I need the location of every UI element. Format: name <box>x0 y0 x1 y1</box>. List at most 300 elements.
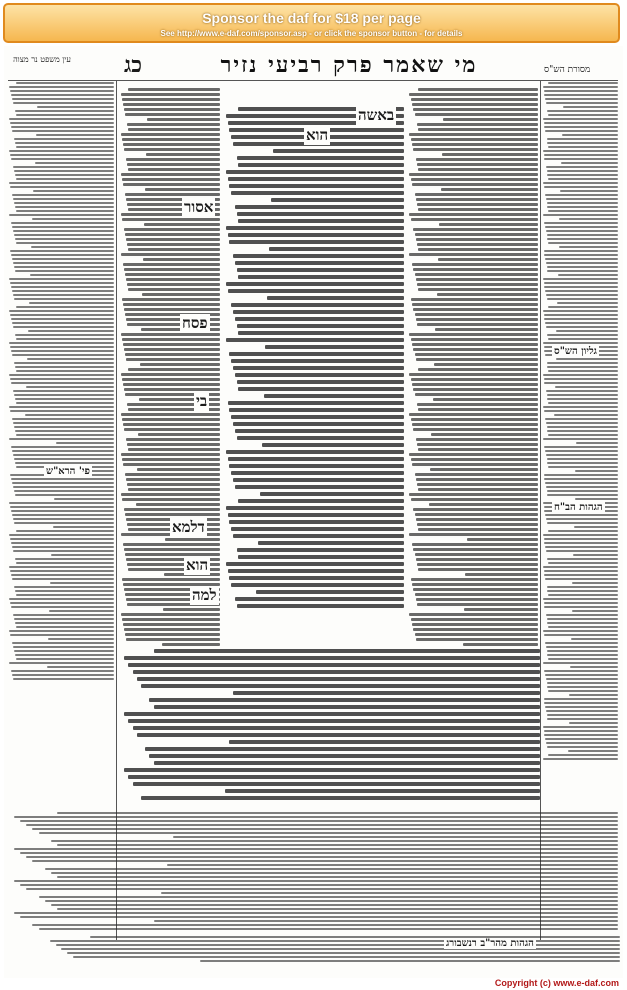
text-line <box>544 698 618 700</box>
text-line <box>547 206 618 208</box>
text-line <box>16 178 114 180</box>
text-line <box>32 860 618 862</box>
text-line <box>128 368 220 371</box>
text-line <box>10 346 114 348</box>
text-line <box>545 130 618 132</box>
text-line <box>256 590 404 594</box>
text-line <box>57 876 618 878</box>
text-line <box>416 198 538 201</box>
text-line <box>545 194 618 196</box>
text-line <box>545 482 618 484</box>
text-line <box>547 558 618 560</box>
text-line <box>409 93 538 96</box>
text-line <box>412 583 538 586</box>
glosses-label: הגהות מהר"ב רנשבורג <box>446 938 534 949</box>
text-line <box>412 343 538 346</box>
text-line <box>412 623 538 626</box>
text-line <box>10 538 114 540</box>
text-line <box>415 353 539 356</box>
text-line <box>413 108 538 111</box>
text-line <box>546 166 618 168</box>
text-line <box>14 298 114 300</box>
text-line <box>26 888 618 890</box>
text-line <box>125 273 220 276</box>
text-line <box>411 418 538 421</box>
text-line <box>235 261 404 265</box>
text-line <box>123 303 220 306</box>
text-line <box>16 658 114 660</box>
text-line <box>547 714 618 716</box>
text-line <box>418 408 538 411</box>
text-line <box>546 486 618 488</box>
text-line <box>124 228 220 231</box>
text-line <box>154 705 540 709</box>
text-line <box>9 342 114 344</box>
text-line <box>47 666 114 668</box>
text-line <box>128 448 220 451</box>
text-line <box>14 618 114 620</box>
text-line <box>411 298 538 301</box>
text-line <box>32 828 618 830</box>
text-line <box>547 266 618 268</box>
text-line <box>10 410 114 412</box>
text-line <box>10 506 114 508</box>
text-line <box>9 86 114 88</box>
text-line <box>418 488 538 491</box>
text-line <box>543 662 618 664</box>
text-line <box>14 586 114 588</box>
text-line <box>15 334 114 336</box>
text-line <box>543 118 618 120</box>
text-line <box>140 363 220 366</box>
text-line <box>544 378 618 380</box>
text-line <box>544 730 618 732</box>
text-line <box>51 554 114 556</box>
text-line <box>57 908 618 910</box>
text-line <box>548 466 618 468</box>
text-line <box>238 555 404 559</box>
text-line <box>128 128 220 131</box>
text-line <box>9 406 114 408</box>
text-line <box>124 108 220 111</box>
text-line <box>562 134 618 136</box>
text-line <box>121 253 220 256</box>
text-line <box>13 454 114 456</box>
text-line <box>9 598 114 600</box>
footnotes-block <box>8 810 618 930</box>
text-line <box>12 514 114 516</box>
text-line <box>10 570 114 572</box>
text-line <box>9 182 114 184</box>
text-line <box>26 856 618 858</box>
text-line <box>121 173 220 176</box>
text-line <box>154 761 540 765</box>
copyright-notice[interactable]: Copyright (c) www.e-daf.com <box>494 978 619 988</box>
text-line <box>416 638 538 641</box>
text-line <box>435 328 538 331</box>
text-line <box>14 170 114 172</box>
text-line <box>238 499 404 503</box>
text-line <box>124 428 220 431</box>
text-line <box>51 840 618 842</box>
text-line <box>545 706 618 708</box>
text-line <box>9 118 114 120</box>
text-line <box>418 88 538 91</box>
text-line <box>127 123 220 126</box>
text-line <box>13 678 114 680</box>
text-line <box>16 242 114 244</box>
text-line <box>574 526 618 528</box>
text-line <box>418 208 538 211</box>
text-line <box>545 546 618 548</box>
text-line <box>547 270 618 272</box>
text-line <box>413 308 538 311</box>
text-line <box>411 458 538 461</box>
text-line <box>122 138 220 141</box>
text-line <box>544 734 618 736</box>
text-line <box>127 163 220 166</box>
text-line <box>546 326 618 328</box>
text-line <box>547 174 618 176</box>
text-line <box>16 434 114 436</box>
text-line <box>45 868 618 870</box>
text-line <box>411 618 538 621</box>
text-line <box>125 633 220 636</box>
text-line <box>123 383 220 386</box>
text-line <box>136 503 220 506</box>
text-line <box>167 864 618 866</box>
text-line <box>546 294 618 296</box>
lower-commentary-block <box>120 646 540 806</box>
text-line <box>409 333 538 336</box>
text-line <box>545 642 618 644</box>
text-line <box>548 434 618 436</box>
text-line <box>12 258 114 260</box>
text-line <box>128 719 540 723</box>
text-line <box>233 534 404 538</box>
mesoret-hashas-header: מסורת הש"ס <box>544 65 591 75</box>
text-line <box>547 298 618 300</box>
text-line <box>413 588 538 591</box>
text-line <box>15 174 114 176</box>
text-line <box>544 542 618 544</box>
text-line <box>29 302 114 304</box>
text-line <box>149 754 540 758</box>
text-line <box>543 278 618 280</box>
text-line <box>430 468 538 471</box>
text-line <box>546 518 618 520</box>
text-line <box>12 130 114 132</box>
text-line <box>546 230 618 232</box>
text-line <box>225 789 540 793</box>
text-line <box>416 518 538 521</box>
text-line <box>9 662 114 664</box>
text-line <box>125 513 220 516</box>
text-line <box>15 142 114 144</box>
text-line <box>124 348 220 351</box>
text-line <box>14 458 114 460</box>
text-line <box>11 254 114 256</box>
text-line <box>547 654 618 656</box>
text-line <box>143 258 220 261</box>
text-line <box>231 359 404 363</box>
text-line <box>122 618 220 621</box>
text-line <box>264 394 404 398</box>
text-line <box>133 670 540 674</box>
text-line <box>548 210 618 212</box>
text-line <box>237 548 404 552</box>
text-line <box>11 222 114 224</box>
text-line <box>13 198 114 200</box>
text-line <box>12 226 114 228</box>
text-line <box>126 358 220 361</box>
text-line <box>260 492 404 496</box>
text-line <box>15 494 114 496</box>
gemara-main-column <box>224 104 404 624</box>
text-line <box>464 608 538 611</box>
rashi-fourth-word: דלמא <box>172 518 205 536</box>
text-line <box>544 126 618 128</box>
text-line <box>409 373 538 376</box>
text-line <box>238 387 404 391</box>
text-line <box>20 884 618 886</box>
text-line <box>546 198 618 200</box>
text-line <box>575 498 618 500</box>
text-line <box>418 168 538 171</box>
text-line <box>572 582 618 584</box>
text-line <box>124 148 220 151</box>
text-line <box>412 183 538 186</box>
text-line <box>11 446 114 448</box>
text-line <box>61 948 620 950</box>
text-line <box>441 188 539 191</box>
text-line <box>235 317 404 321</box>
text-line <box>547 170 618 172</box>
text-line <box>548 658 618 660</box>
text-line <box>14 490 114 492</box>
text-line <box>442 153 538 156</box>
text-line <box>121 493 220 496</box>
text-line <box>229 740 540 744</box>
text-line <box>543 630 618 632</box>
text-line <box>231 303 404 307</box>
text-line <box>415 473 539 476</box>
text-line <box>137 677 540 681</box>
text-line <box>416 438 538 441</box>
text-line <box>124 712 540 716</box>
text-line <box>544 186 618 188</box>
text-line <box>543 150 618 152</box>
text-line <box>165 538 220 541</box>
text-line <box>570 666 618 668</box>
text-line <box>12 546 114 548</box>
text-line <box>123 143 220 146</box>
text-line <box>126 438 220 441</box>
text-line <box>229 240 404 244</box>
text-line <box>545 258 618 260</box>
text-line <box>547 522 618 524</box>
text-line <box>413 508 538 511</box>
text-line <box>26 386 114 388</box>
sponsor-subtitle[interactable]: See http://www.e-daf.com/sponsor.asp - or click the sponsor button - for details <box>160 29 463 38</box>
text-line <box>10 634 114 636</box>
text-line <box>543 342 618 344</box>
text-line <box>128 775 540 779</box>
text-line <box>416 478 538 481</box>
text-line <box>125 233 220 236</box>
text-line <box>9 502 114 504</box>
text-line <box>13 390 114 392</box>
text-line <box>128 168 220 171</box>
text-line <box>544 282 618 284</box>
text-line <box>9 150 114 152</box>
text-line <box>545 674 618 676</box>
text-line <box>16 562 114 564</box>
text-line <box>163 608 220 611</box>
text-line <box>413 628 538 631</box>
text-line <box>32 218 114 220</box>
text-line <box>145 188 220 191</box>
text-line <box>16 210 114 212</box>
text-line <box>20 916 618 918</box>
text-line <box>14 816 618 818</box>
text-line <box>231 583 404 587</box>
text-line <box>415 273 539 276</box>
text-line <box>546 390 618 392</box>
text-line <box>543 758 618 760</box>
hagahot-habach-header: הגהות הב"ח <box>554 502 603 513</box>
text-line <box>238 331 404 335</box>
text-line <box>11 478 114 480</box>
text-line <box>12 354 114 356</box>
text-line <box>235 373 404 377</box>
text-line <box>412 543 538 546</box>
tosafot-column <box>408 86 538 646</box>
text-line <box>124 388 220 391</box>
text-line <box>548 178 618 180</box>
text-line <box>9 214 114 216</box>
text-line <box>133 782 540 786</box>
text-line <box>545 578 618 580</box>
text-line <box>226 170 404 174</box>
text-line <box>556 358 618 360</box>
text-line <box>147 118 220 121</box>
text-line <box>226 562 404 566</box>
text-line <box>15 366 114 368</box>
text-line <box>14 912 618 914</box>
text-line <box>548 754 618 756</box>
text-line <box>14 202 114 204</box>
text-line <box>544 94 618 96</box>
text-line <box>124 548 220 551</box>
text-line <box>228 569 404 573</box>
text-line <box>544 574 618 576</box>
text-line <box>229 352 404 356</box>
text-line <box>14 362 114 364</box>
text-line <box>544 634 618 636</box>
text-line <box>547 234 618 236</box>
text-line <box>547 586 618 588</box>
text-line <box>229 464 404 468</box>
text-line <box>415 393 539 396</box>
text-line <box>544 702 618 704</box>
text-line <box>416 158 538 161</box>
text-line <box>12 290 114 292</box>
text-line <box>235 597 404 601</box>
text-line <box>141 684 540 688</box>
sponsor-title[interactable]: Sponsor the daf for $18 per page <box>202 10 421 26</box>
text-line <box>411 218 538 221</box>
text-line <box>122 498 220 501</box>
text-line <box>547 334 618 336</box>
text-line <box>557 302 618 304</box>
rashi-sixth-word: הוא <box>186 556 209 574</box>
text-line <box>237 380 404 384</box>
text-line <box>122 418 220 421</box>
text-line <box>9 630 114 632</box>
text-line <box>144 223 220 226</box>
text-line <box>412 263 538 266</box>
text-line <box>418 448 538 451</box>
text-line <box>73 956 620 958</box>
text-line <box>229 408 404 412</box>
text-line <box>413 348 538 351</box>
text-line <box>544 250 618 252</box>
text-line <box>14 880 618 882</box>
text-line <box>544 446 618 448</box>
text-line <box>262 443 404 447</box>
text-line <box>137 733 540 737</box>
text-line <box>10 602 114 604</box>
sponsor-banner[interactable] <box>3 3 620 43</box>
text-line <box>417 163 538 166</box>
text-line <box>548 562 618 564</box>
text-line <box>13 326 114 328</box>
text-line <box>546 678 618 680</box>
text-line <box>411 138 538 141</box>
text-line <box>233 691 540 695</box>
text-line <box>124 508 220 511</box>
text-line <box>409 613 538 616</box>
text-line <box>418 368 538 371</box>
text-line <box>543 310 618 312</box>
text-line <box>416 278 538 281</box>
text-line <box>16 402 114 404</box>
text-line <box>544 478 618 480</box>
text-line <box>121 453 220 456</box>
text-line <box>548 402 618 404</box>
text-line <box>57 812 618 814</box>
text-line <box>138 433 220 436</box>
text-line <box>13 646 114 648</box>
text-line <box>13 102 114 104</box>
text-line <box>11 542 114 544</box>
text-line <box>543 438 618 440</box>
text-line <box>15 238 114 240</box>
text-line <box>233 422 404 426</box>
text-line <box>544 410 618 412</box>
text-line <box>547 142 618 144</box>
text-line <box>267 296 404 300</box>
text-line <box>122 578 220 581</box>
text-line <box>416 238 538 241</box>
text-line <box>200 960 620 962</box>
text-line <box>544 474 618 476</box>
text-line <box>434 363 538 366</box>
text-line <box>228 177 404 181</box>
text-line <box>547 426 618 428</box>
text-line <box>575 470 618 472</box>
